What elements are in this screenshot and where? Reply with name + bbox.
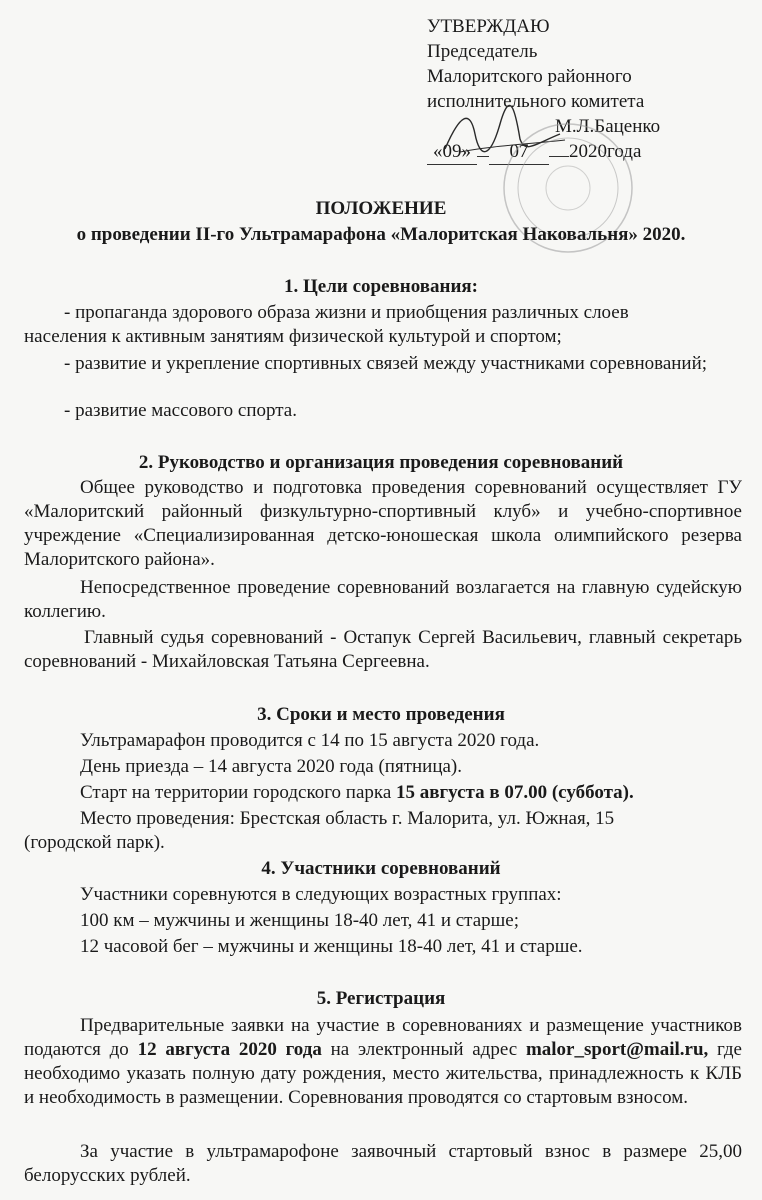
registration-deadline: 12 августа 2020 года: [137, 1039, 322, 1060]
goal-2-text-b: соревнований;: [589, 353, 708, 374]
section-4-line-3: 12 часовой бег – мужчины и женщины 18-40 лет, 41 и старше.: [80, 936, 583, 957]
section-5-heading: 5. Регистрация: [316, 988, 446, 1009]
section-4-line-1: Участники соревнуются в следующих возрастных группах:: [80, 884, 562, 905]
start-location-text: Старт на территории городского парка: [80, 782, 397, 803]
document-subtitle: о проведении II-го Ультрамарафона «Малоритская Наковальня» 2020.: [76, 224, 686, 245]
goal-3: - развитие массового спорта.: [64, 400, 297, 421]
start-datetime: 15 августа в 07.00 (суббота).: [396, 782, 634, 803]
section-2-paragraph-1: Общее руководство и подготовка проведения соревнований осуществляет ГУ «Малоритский районный физкультурно-спортивный клуб» и учебно-спортивное учреждение «Специализированная детско-юношеская школа олимпийского резерва Малоритского района».: [24, 477, 742, 570]
approval-line-2: Малоритского районного: [427, 66, 632, 87]
section-3-line-2: День приезда – 14 августа 2020 года (пятница).: [80, 756, 462, 777]
section-2-paragraph-3: Главный судья соревнований - Остапук Сергей Васильевич, главный секретарь соревнований - Михайловская Татьяна Сергеевна.: [24, 627, 742, 672]
section-3-heading: 3. Сроки и место проведения: [257, 704, 505, 725]
section-2-heading: 2. Руководство и организация проведения соревнований: [138, 452, 624, 473]
section-2-paragraph-2: Непосредственное проведение соревнований возлагается на главную судейскую коллегию.: [24, 577, 742, 622]
goal-1-line-b: населения к активным занятиям физической культурой и спортом;: [24, 326, 562, 347]
section-4-line-2: 100 км – мужчины и женщины 18-40 лет, 41 и старше;: [80, 910, 519, 931]
section-1-heading: 1. Цели соревнования:: [284, 276, 478, 297]
registration-text-c: на электронный адрес: [321, 1039, 526, 1060]
goal-2: [24, 352, 742, 376]
document-title: ПОЛОЖЕНИЕ: [315, 198, 447, 219]
section-5-paragraph-2: За участие в ультрамарофоне заявочный стартовый взнос в размере 25,00 белорусских рублей.: [24, 1141, 742, 1186]
registration-text-a: Предварительные заявки на участие в соревнованиях и размещение участников подаются до: [24, 1015, 742, 1060]
approval-line-1: Председатель: [427, 41, 538, 62]
approval-date-year: 2020года: [569, 141, 642, 162]
approval-date-day: «09»: [427, 139, 477, 165]
registration-text-d: где необходимо указать полную дату рождения, место жительства, принадлежность к КЛБ и необходимость в размещении. Соревнования проводятся со стартовым взносом.: [24, 1039, 742, 1108]
section-3-line-4b: (городской парк).: [24, 832, 165, 853]
section-4-heading: 4. Участники соревнований: [261, 858, 501, 879]
section-3-line-3: [80, 782, 634, 804]
approval-title: УТВЕРЖДАЮ: [427, 16, 550, 37]
approval-date-month: 07: [489, 139, 549, 165]
goal-1-line-a: - пропаганда здорового образа жизни и приобщения различных слоев: [64, 302, 629, 323]
goal-2-text-a: - развитие и укрепление спортивных связей между участниками: [64, 353, 585, 374]
registration-email: malor_sport@mail.ru,: [525, 1039, 709, 1060]
section-5-paragraph-1: [24, 1014, 742, 1110]
section-3-line-1: Ультрамарафон проводится с 14 по 15 августа 2020 года.: [80, 730, 540, 751]
approval-line-3: исполнительного комитета: [427, 91, 645, 112]
signatory-name: М.Л.Баценко: [555, 116, 661, 137]
section-3-line-4a: Место проведения: Брестская область г. Малорита, ул. Южная, 15: [80, 808, 615, 829]
